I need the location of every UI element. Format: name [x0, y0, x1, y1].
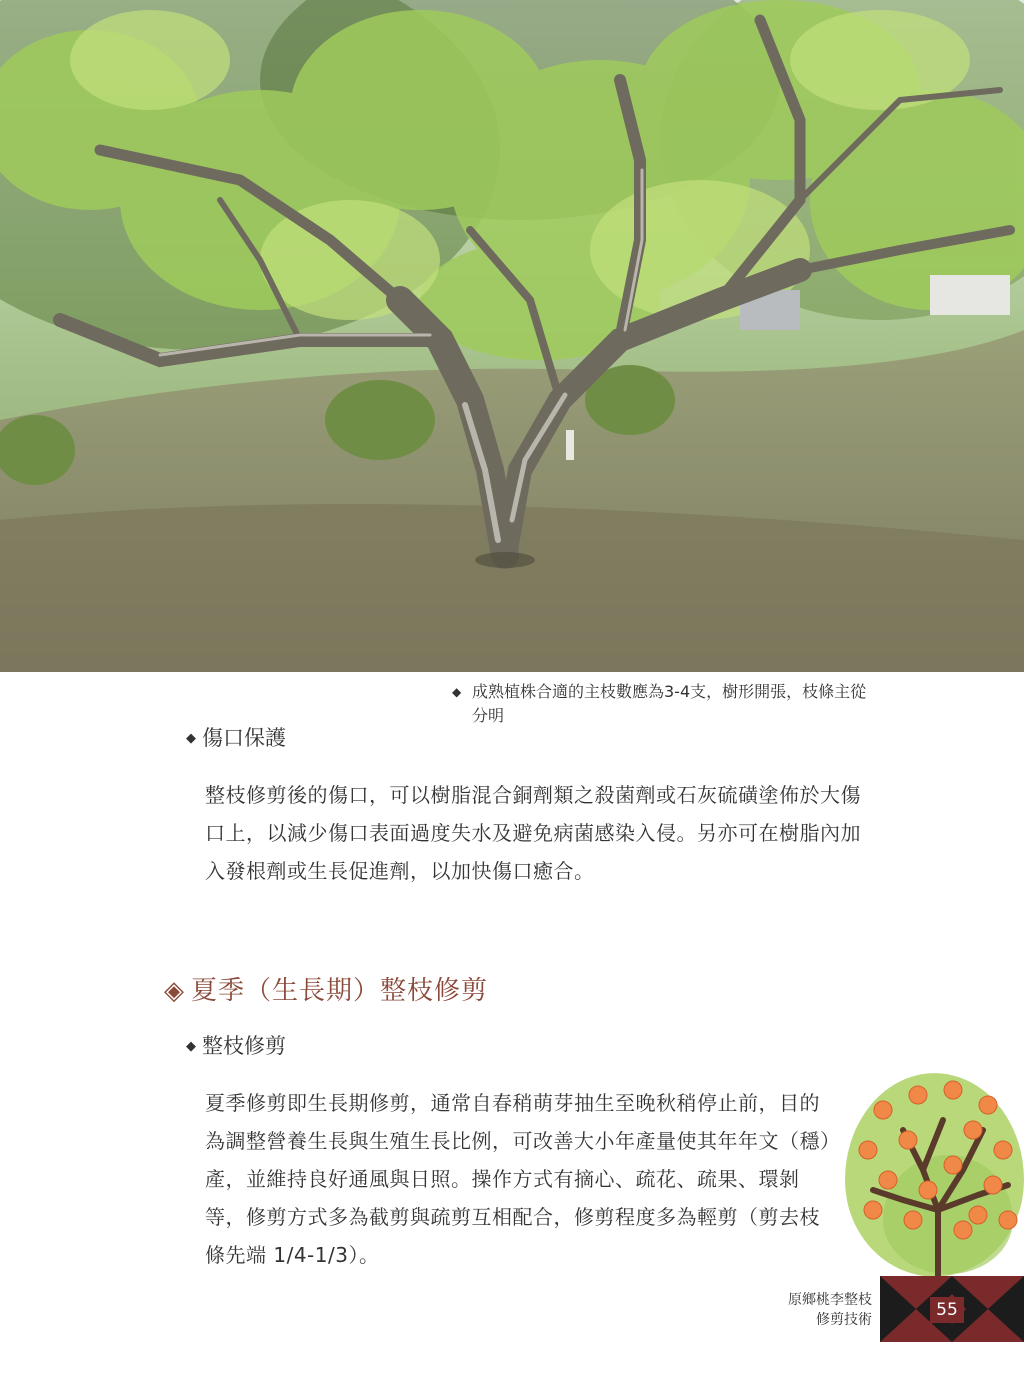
section-title-text: 夏季（生長期）整枝修剪: [191, 976, 489, 1006]
footer-line-2: 修剪技術: [816, 1312, 872, 1328]
photo-caption: [452, 680, 872, 728]
fruit-tree-illustration: [843, 1070, 1024, 1280]
section-title: [164, 970, 488, 1007]
diamond-bullet-icon: ◆: [186, 1039, 196, 1054]
pruning-heading: [186, 1030, 286, 1060]
wound-protection-heading-text: 傷口保護: [202, 726, 286, 750]
wound-protection-heading: [186, 722, 286, 752]
pruning-paragraph: 夏季修剪即生長期修剪，通常自春稍萌芽抽生至晚秋稍停止前，目的為調整營養生長與生殖生長比例，可改善大小年產量使其年年文（穩）產，並維持良好通風與日照。操作方式有摘心、疏花、疏果、環剝等，修剪方式多為截剪與疏剪互相配合，修剪程度多為輕剪（剪去枝條先端 1/4-1/3）。: [205, 1091, 831, 1267]
section-diamond-icon: ◈: [164, 976, 185, 1006]
page-number: 55: [930, 1297, 964, 1323]
caption-text: 成熟植株合適的主枝數應為3-4支，樹形開張，枝條主從分明: [472, 682, 867, 725]
footer-book-title: [760, 1290, 872, 1330]
orchard-tree-photo: [0, 0, 1024, 672]
diamond-bullet-icon: ◆: [452, 685, 462, 699]
wound-protection-paragraph: 整枝修剪後的傷口，可以樹脂混合銅劑類之殺菌劑或石灰硫磺塗佈於大傷口上，以減少傷口表面過度失水及避免病菌感染入侵。另亦可在樹脂內加入發根劑或生長促進劑，以加快傷口癒合。: [205, 783, 861, 883]
footer-line-1: 原鄉桃李整枝: [788, 1292, 872, 1308]
pruning-heading-text: 整枝修剪: [202, 1034, 286, 1058]
diamond-bullet-icon: ◆: [186, 731, 196, 746]
